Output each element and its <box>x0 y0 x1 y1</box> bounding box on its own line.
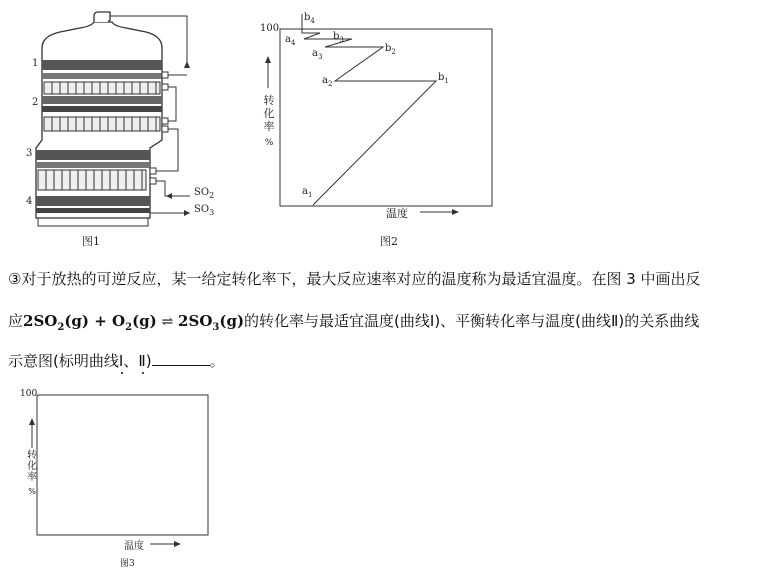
point-b1: $b_1$ <box>438 72 449 85</box>
top-outlet-pipe <box>94 12 110 22</box>
question-line-2: 应$2SO_2(g) + O_2(g)$ ⇌ $2SO_3(g)$的转化率与最适宜温度(曲线Ⅰ)、平衡转化率与温度(曲线Ⅱ)的关系曲线 <box>8 312 700 333</box>
answer-blank[interactable] <box>152 351 210 366</box>
layer-label-1: 1 <box>32 58 39 69</box>
point-a2: $a_2$ <box>322 75 333 88</box>
point-a1: $a_1$ <box>302 186 313 199</box>
figure1 <box>0 0 230 250</box>
layer-label-2: 2 <box>32 97 39 108</box>
point-a4: $a_4$ <box>285 34 296 47</box>
figure2-xlabel: 温度 <box>386 207 408 220</box>
point-a3: $a_3$ <box>312 48 323 61</box>
inlet-label: $SO_2$ <box>194 187 215 200</box>
figure3-caption: 图3 <box>120 559 135 569</box>
figure2-caption: 图2 <box>380 235 398 248</box>
figure3-xlabel: 温度 <box>124 541 144 552</box>
layer-label-4: 4 <box>26 196 33 207</box>
figure2-ylabel: 转 化 率 % <box>263 94 275 148</box>
figure3-ylabel: 转 化 率 % <box>27 450 37 496</box>
point-b2: $b_2$ <box>385 43 396 56</box>
converter-dome <box>42 22 162 58</box>
figure3 <box>0 380 230 571</box>
point-b3: $b_3$ <box>333 31 344 44</box>
figure2-staircase-curve <box>302 14 436 205</box>
reaction-equation: $2SO_2(g) + O_2(g)$ ⇌ $2SO_3(g)$ <box>23 312 245 333</box>
figure2-ytick-100: 100 <box>260 23 280 34</box>
figure3-frame <box>37 395 208 535</box>
layer-label-3: 3 <box>26 148 33 159</box>
figure1-caption: 图1 <box>82 235 100 248</box>
question-line-1: ③对于放热的可逆反应，某一给定转化率下，最大反应速率对应的温度称为最适宜温度。在图 3 中画出反 <box>8 270 701 288</box>
figure2 <box>250 0 510 250</box>
outlet-label: $SO_3$ <box>194 204 215 217</box>
question-line-3: 示意图(标明曲线Ⅰ、Ⅱ) 。 <box>8 352 225 370</box>
point-b4: $b_4$ <box>304 12 315 25</box>
figure3-ytick-100: 100 <box>20 389 38 399</box>
